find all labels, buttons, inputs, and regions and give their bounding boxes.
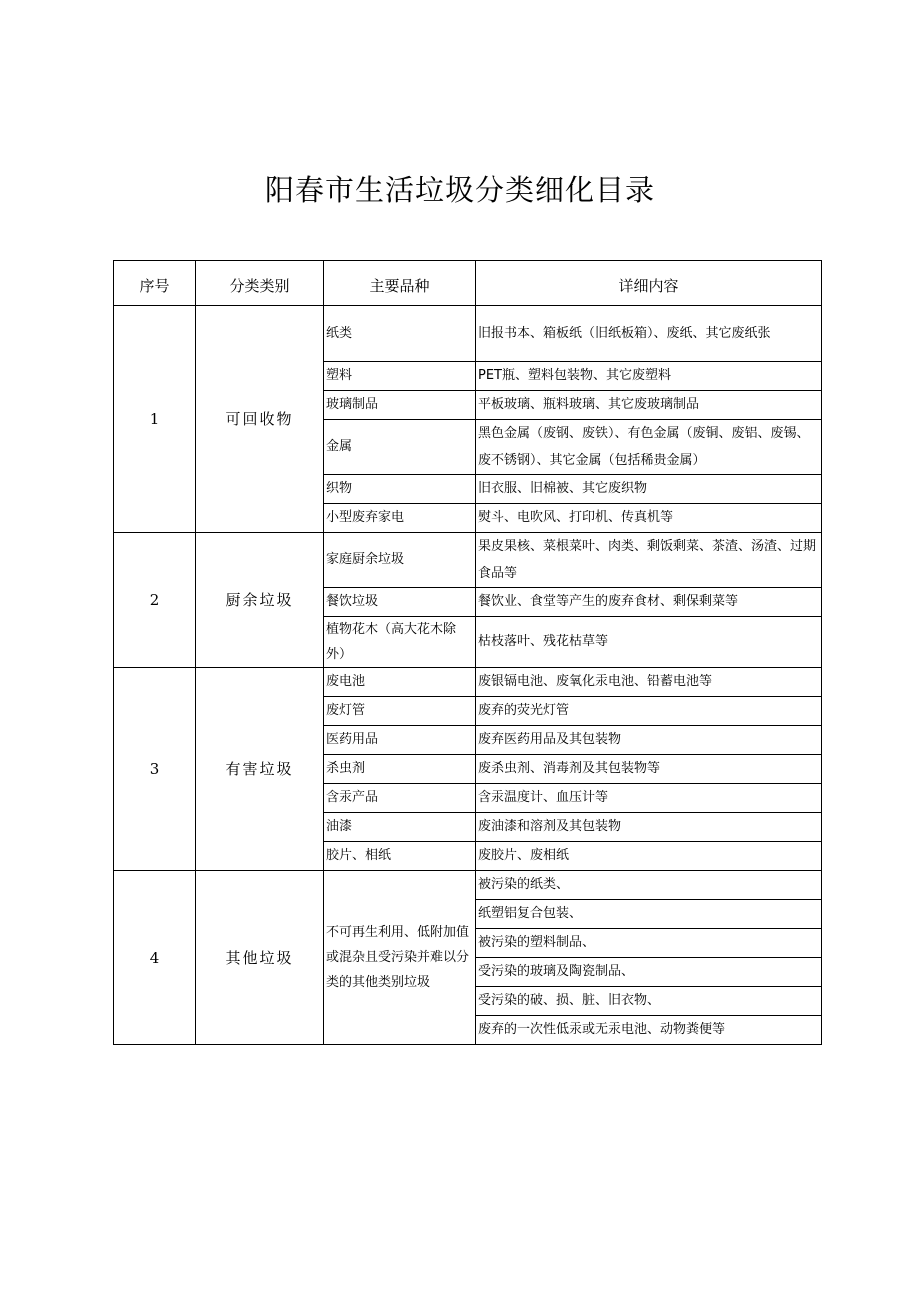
item-detail: 果皮果核、菜根菜叶、肉类、剩饭剩菜、茶渣、汤渣、过期食品等 (476, 533, 822, 588)
item-name: 废电池 (324, 668, 476, 697)
header-item: 主要品种 (324, 261, 476, 306)
item-name: 油漆 (324, 813, 476, 842)
category-label: 其他垃圾 (196, 871, 324, 1045)
item-detail: 受污染的破、损、脏、旧衣物、 (476, 987, 822, 1016)
item-name: 织物 (324, 475, 476, 504)
item-detail: 含汞温度计、血压计等 (476, 784, 822, 813)
item-name: 医药用品 (324, 726, 476, 755)
item-detail: 受污染的玻璃及陶瓷制品、 (476, 958, 822, 987)
item-name: 金属 (324, 420, 476, 475)
item-name: 纸类 (324, 306, 476, 362)
item-detail: 熨斗、电吹风、打印机、传真机等 (476, 504, 822, 533)
item-name: 废灯管 (324, 697, 476, 726)
row-number: 3 (114, 668, 196, 871)
item-detail: 旧衣服、旧棉被、其它废织物 (476, 475, 822, 504)
item-name: 杀虫剂 (324, 755, 476, 784)
item-detail: 旧报书本、箱板纸（旧纸板箱）、废纸、其它废纸张 (476, 306, 822, 362)
item-name: 植物花木（高大花木除外） (324, 617, 476, 668)
row-number: 2 (114, 533, 196, 668)
item-detail: 被污染的纸类、 (476, 871, 822, 900)
item-detail: 枯枝落叶、残花枯草等 (476, 617, 822, 668)
item-name: 不可再生利用、低附加值或混杂且受污染并难以分类的其他类别垃圾 (324, 871, 476, 1045)
item-detail: 被污染的塑料制品、 (476, 929, 822, 958)
item-detail: 废弃的一次性低汞或无汞电池、动物粪便等 (476, 1016, 822, 1045)
item-name: 家庭厨余垃圾 (324, 533, 476, 588)
classification-table (113, 260, 822, 1045)
item-detail: 废杀虫剂、消毒剂及其包装物等 (476, 755, 822, 784)
item-name: 玻璃制品 (324, 391, 476, 420)
category-label: 有害垃圾 (196, 668, 324, 871)
item-detail: 废弃医药用品及其包装物 (476, 726, 822, 755)
item-name: 餐饮垃圾 (324, 588, 476, 617)
item-detail: 废胶片、废相纸 (476, 842, 822, 871)
item-name: 含汞产品 (324, 784, 476, 813)
page-title: 阳春市生活垃圾分类细化目录 (264, 173, 655, 207)
item-detail: 纸塑铝复合包装、 (476, 900, 822, 929)
item-detail: 平板玻璃、瓶料玻璃、其它废玻璃制品 (476, 391, 822, 420)
item-name: 小型废弃家电 (324, 504, 476, 533)
category-label: 厨余垃圾 (196, 533, 324, 668)
table-row (114, 668, 822, 697)
item-detail: PET瓶、塑料包装物、其它废塑料 (476, 362, 822, 391)
table-row (114, 306, 822, 362)
table-header-row (114, 261, 822, 306)
header-no: 序号 (114, 261, 196, 306)
item-name: 胶片、相纸 (324, 842, 476, 871)
item-detail: 餐饮业、食堂等产生的废弃食材、剩保剩菜等 (476, 588, 822, 617)
item-detail: 废银镉电池、废氧化汞电池、铅蓄电池等 (476, 668, 822, 697)
table-row (114, 533, 822, 588)
item-detail: 废弃的荧光灯管 (476, 697, 822, 726)
item-detail: 黑色金属（废钢、废铁）、有色金属（废铜、废铝、废锡、废不锈钢）、其它金属（包括稀贵金属） (476, 420, 822, 475)
row-number: 1 (114, 306, 196, 533)
table-row (114, 871, 822, 900)
header-detail: 详细内容 (476, 261, 822, 306)
item-detail: 废油漆和溶剂及其包装物 (476, 813, 822, 842)
item-name: 塑料 (324, 362, 476, 391)
header-category: 分类类别 (196, 261, 324, 306)
row-number: 4 (114, 871, 196, 1045)
category-label: 可回收物 (196, 306, 324, 533)
